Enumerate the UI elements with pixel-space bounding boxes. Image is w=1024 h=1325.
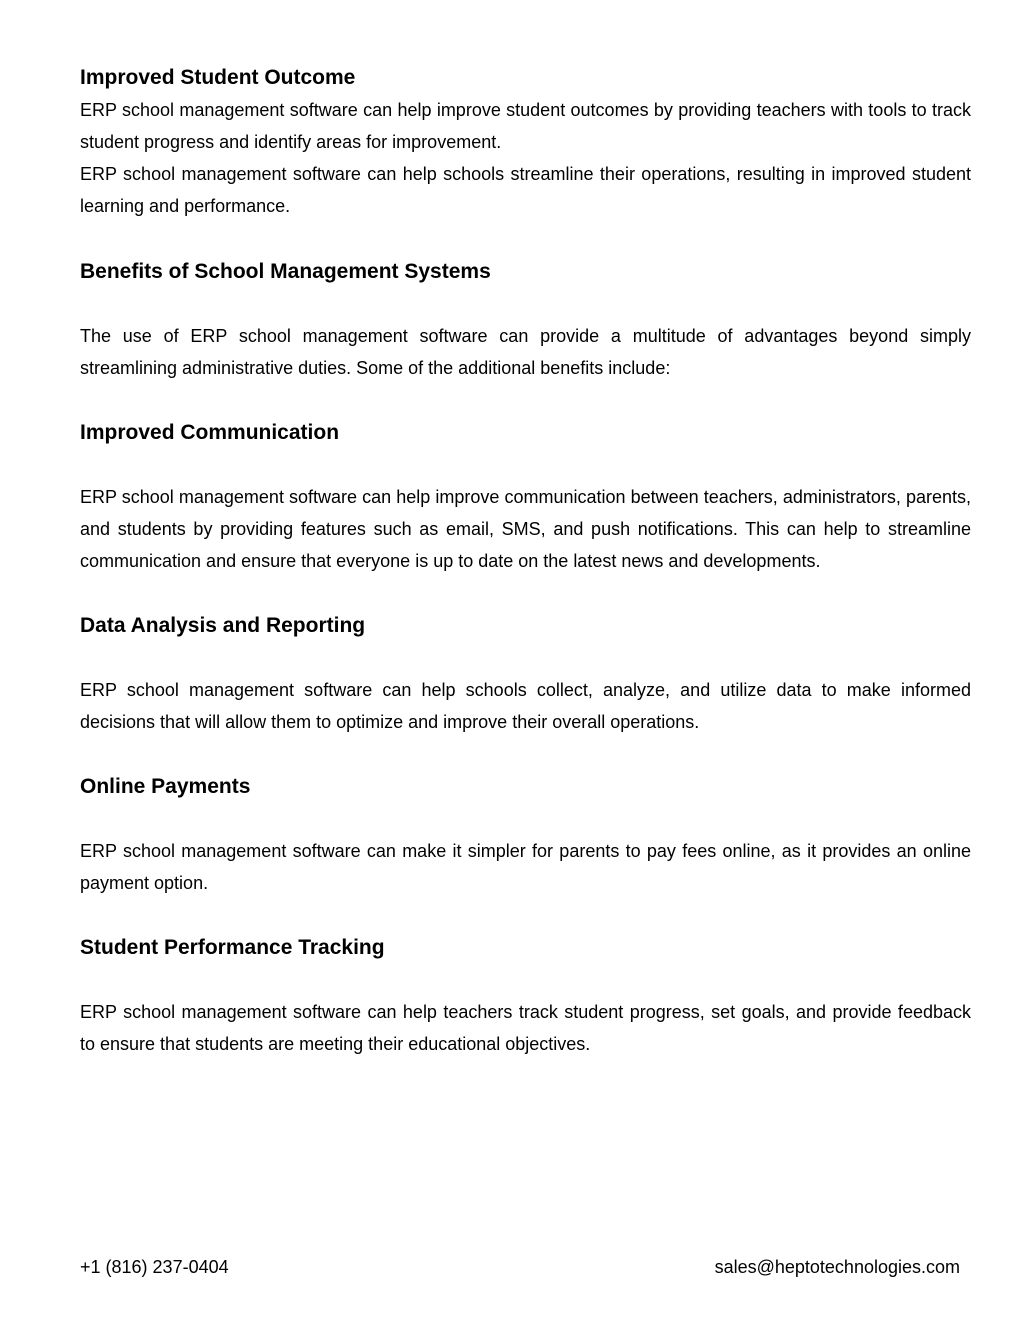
section-data-analysis <box>80 610 971 738</box>
footer-email: sales@heptotechnologies.com <box>714 1257 960 1277</box>
section-improved-communication <box>80 417 971 577</box>
document-body <box>80 62 971 1060</box>
section-heading: Student Performance Tracking <box>80 936 385 959</box>
section-paragraph: The use of ERP school management software can provide a multitude of advantages beyond simply streamlining administrative duties. Some of the additional benefits include: <box>80 326 971 378</box>
section-heading: Data Analysis and Reporting <box>80 614 366 637</box>
section-paragraph: ERP school management software can help schools collect, analyze, and utilize data to make informed decisions that will allow them to optimize and improve their overall operations. <box>80 680 971 732</box>
section-improved-student-outcome <box>80 62 971 222</box>
section-paragraph: ERP school management software can help schools streamline their operations, resulting in improved student learning and performance. <box>80 164 971 216</box>
section-heading: Online Payments <box>80 775 251 798</box>
footer-phone: +1 (816) 237-0404 <box>80 1257 229 1277</box>
section-paragraph: ERP school management software can make it simpler for parents to pay fees online, as it provides an online payment option. <box>80 841 971 893</box>
section-student-performance-tracking <box>80 932 971 1060</box>
page-footer <box>80 1251 960 1283</box>
section-paragraph: ERP school management software can help improve student outcomes by providing teachers with tools to track student progress and identify areas for improvement. <box>80 100 971 152</box>
section-heading: Improved Communication <box>80 421 340 444</box>
section-paragraph: ERP school management software can help improve communication between teachers, administrators, parents, and students by providing features such as email, SMS, and push notifications. This can help to streamline communication and ensure that everyone is up to date on the latest news and developments. <box>80 487 971 571</box>
section-paragraph: ERP school management software can help teachers track student progress, set goals, and provide feedback to ensure that students are meeting their educational objectives. <box>80 1002 971 1054</box>
section-heading: Improved Student Outcome <box>80 66 356 89</box>
section-online-payments <box>80 771 971 899</box>
section-heading: Benefits of School Management Systems <box>80 260 491 283</box>
section-benefits <box>80 256 971 384</box>
